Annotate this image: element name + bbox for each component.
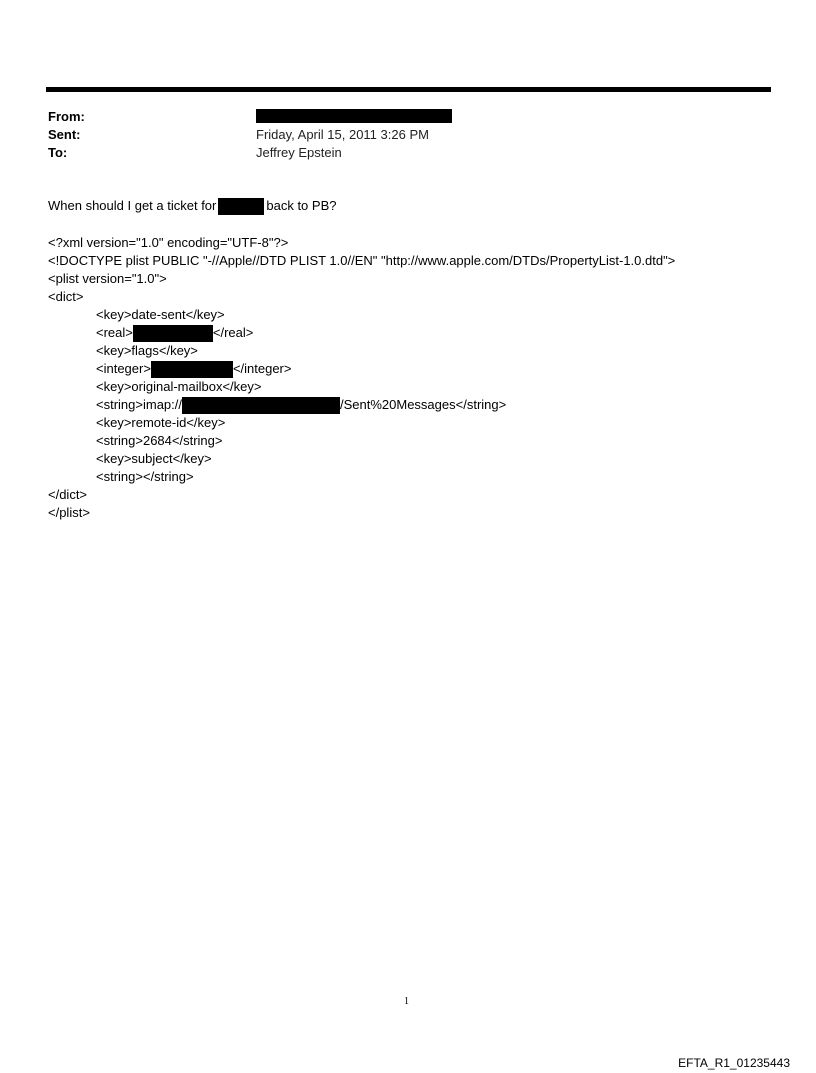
from-value bbox=[256, 108, 452, 126]
imap-line bbox=[48, 396, 675, 414]
dict-close: </dict> bbox=[48, 487, 88, 502]
xml-declaration: <?xml version="1.0" encoding="UTF-8"?> bbox=[48, 235, 289, 250]
redaction-box bbox=[151, 361, 233, 378]
imap-open: <string>imap:// bbox=[96, 397, 182, 412]
redaction-box bbox=[182, 397, 340, 414]
plist-open: <plist version="1.0"> bbox=[48, 271, 167, 286]
integer-line bbox=[48, 360, 675, 378]
real-line bbox=[48, 324, 675, 342]
to-label: To: bbox=[48, 145, 68, 160]
dict-open: <dict> bbox=[48, 289, 84, 304]
key-flags: <key>flags</key> bbox=[96, 343, 198, 358]
integer-close: </integer> bbox=[232, 361, 292, 376]
key-subject: <key>subject</key> bbox=[96, 451, 212, 466]
message-text-after: back to PB? bbox=[266, 198, 337, 213]
redaction-box bbox=[133, 325, 213, 342]
from-label: From: bbox=[48, 109, 85, 124]
document-id: EFTA_R1_01235443 bbox=[678, 1056, 790, 1070]
sent-value: Friday, April 15, 2011 3:26 PM bbox=[256, 127, 429, 142]
string-remote-id: <string>2684</string> bbox=[96, 433, 223, 448]
string-subject: <string></string> bbox=[96, 469, 194, 484]
real-open: <real> bbox=[96, 325, 133, 340]
to-value: Jeffrey Epstein bbox=[256, 145, 342, 160]
real-close: </real> bbox=[212, 325, 254, 340]
key-remote-id: <key>remote-id</key> bbox=[96, 415, 226, 430]
key-date-sent: <key>date-sent</key> bbox=[96, 307, 225, 322]
key-original-mailbox: <key>original-mailbox</key> bbox=[96, 379, 262, 394]
header-rule bbox=[46, 87, 771, 92]
imap-close: /Sent%20Messages</string> bbox=[340, 397, 507, 412]
plist-close: </plist> bbox=[48, 505, 90, 520]
redaction-box bbox=[218, 198, 264, 215]
message-body bbox=[48, 198, 336, 215]
plist-block bbox=[48, 234, 675, 522]
doctype-line: <!DOCTYPE plist PUBLIC "-//Apple//DTD PLIST 1.0//EN" "http://www.apple.com/DTDs/PropertyList-1.0.dtd"> bbox=[48, 253, 676, 268]
message-text-before: When should I get a ticket for bbox=[48, 198, 217, 213]
redaction-box bbox=[256, 109, 452, 123]
page-number: 1 bbox=[404, 996, 409, 1007]
sent-label: Sent: bbox=[48, 127, 81, 142]
integer-open: <integer> bbox=[96, 361, 151, 376]
